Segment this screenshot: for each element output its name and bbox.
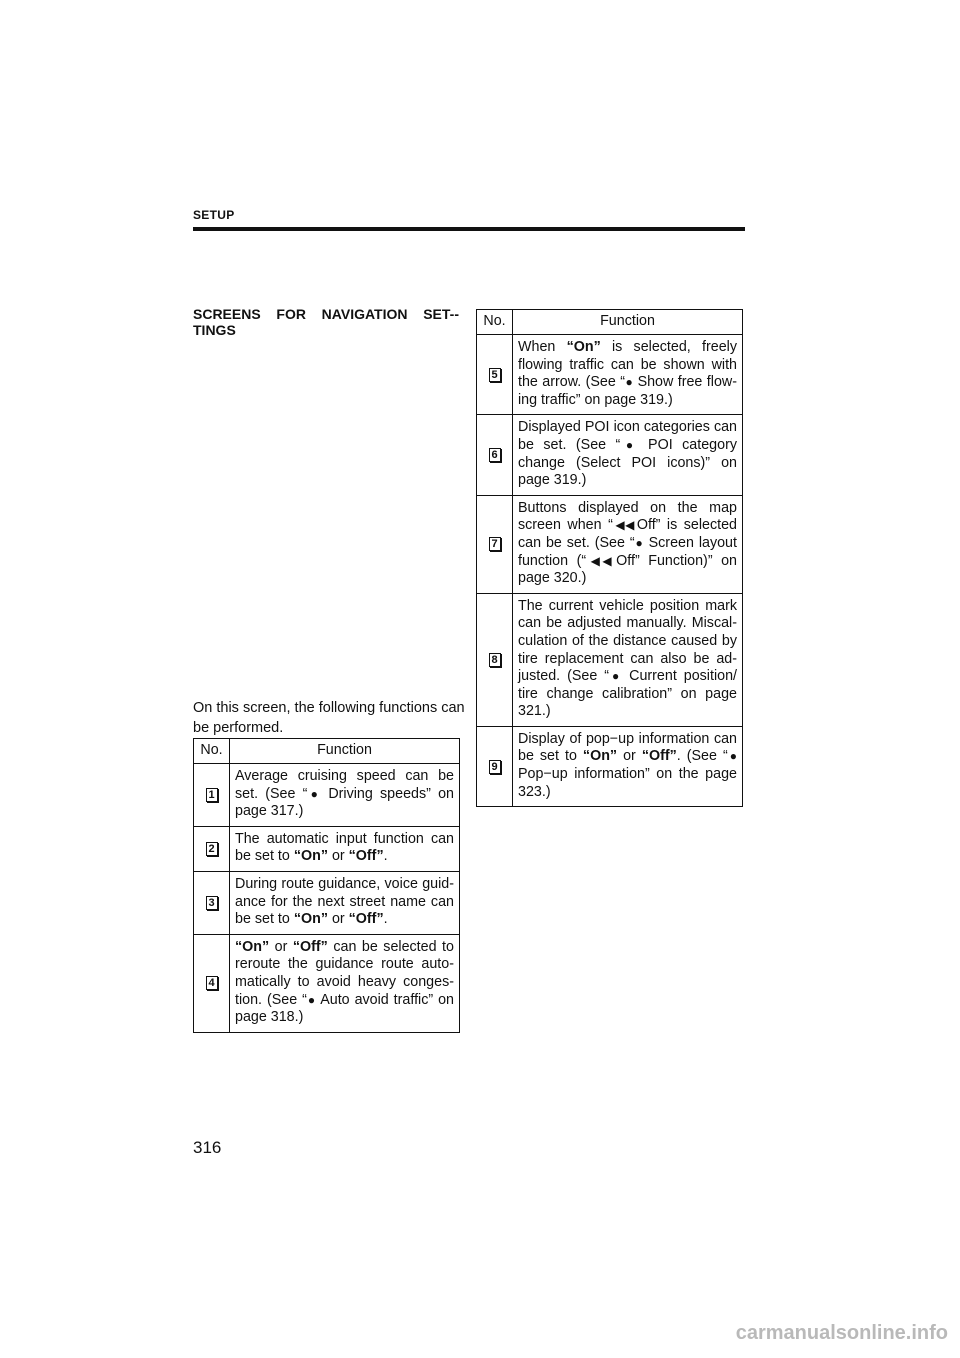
intro-paragraph: On this screen, the following functions can be performed. [193, 700, 465, 736]
number-badge: 5 [489, 368, 501, 382]
row-number-cell [477, 415, 513, 495]
row-number-cell [194, 934, 230, 1032]
row-number-cell [477, 593, 513, 726]
header-rule [193, 227, 745, 231]
page-number: 316 [193, 1138, 222, 1157]
bullet-icon: ● [634, 535, 644, 550]
bullet-icon: ● [306, 992, 317, 1007]
table-row [477, 335, 743, 415]
function-cell: Buttons displayed on the map screen when “◀◀ Off” is selected can be set. (See “● Screen layout function (“◀◀ Off” Function)” on page 320.) [513, 495, 743, 593]
number-badge: 1 [206, 788, 218, 802]
function-cell: When “On” is selected, freely flowing traffic can be shown with the arrow. (See “● Show free flowing traffic” on page 319.) [513, 335, 743, 415]
number-badge: 2 [206, 842, 218, 856]
function-cell: The automatic input function can be set to “On” or “Off”. [230, 826, 460, 871]
function-cell: Average cruising speed can be set. (See “● Driving speeds” on page 317.) [230, 764, 460, 827]
number-badge: 6 [489, 448, 501, 462]
section-header: SETUP [193, 208, 235, 222]
table-row [477, 415, 743, 495]
table-row [194, 871, 460, 934]
table-row [194, 826, 460, 871]
row-number-cell [194, 764, 230, 827]
table-row [477, 593, 743, 726]
col-function-header: Function [230, 739, 460, 764]
bullet-icon: ● [620, 437, 639, 452]
number-badge: 4 [206, 976, 218, 990]
row-number-cell [477, 726, 513, 806]
function-cell: During route guidance, voice guidance for the next street name can be set to “On” or “Off”. [230, 871, 460, 934]
row-number-cell [477, 495, 513, 593]
row-number-cell [194, 826, 230, 871]
col-no-header: No. [194, 739, 230, 764]
bullet-icon: ● [608, 669, 623, 684]
bullet-icon: ● [727, 749, 737, 764]
function-table-left [193, 738, 460, 1033]
row-number-cell [194, 871, 230, 934]
bullet-icon: ● [307, 786, 322, 801]
col-no-header: No. [477, 310, 513, 335]
function-cell: The current vehicle position mark can be adjusted manually. Miscalculation of the distance caused by tire replacement can also be adjusted. (See “● Current position/ tire change calibration” on page 321.) [513, 593, 743, 726]
function-cell: Display of pop−up information can be set to “On” or “Off”. (See “● Pop−up information” on the page 323.) [513, 726, 743, 806]
col-function-header: Function [513, 310, 743, 335]
double-left-arrow-icon: ◀◀ [586, 553, 615, 568]
number-badge: 8 [489, 653, 501, 667]
function-cell: “On” or “Off” can be selected to reroute the guidance route automatically to avoid heavy congestion. (See “● Auto avoid traffic” on page 318.) [230, 934, 460, 1032]
table-row [194, 764, 460, 827]
number-badge: 7 [489, 537, 501, 551]
function-cell: Displayed POI icon categories can be set. (See “● POI category change (Select POI icons)” on page 319.) [513, 415, 743, 495]
number-badge: 9 [489, 760, 501, 774]
bullet-icon: ● [625, 375, 634, 390]
table-row [477, 495, 743, 593]
watermark: carmanualsonline.info [735, 1322, 948, 1344]
table-header-row [194, 739, 460, 764]
table-row [477, 726, 743, 806]
table-header-row [477, 310, 743, 335]
table-row [194, 934, 460, 1032]
section-title: SCREENS FOR NAVIGATION SET-TINGS [193, 306, 459, 338]
double-left-arrow-icon: ◀◀ [612, 518, 635, 533]
number-badge: 3 [206, 896, 218, 910]
function-table-right [476, 309, 743, 807]
row-number-cell [477, 335, 513, 415]
